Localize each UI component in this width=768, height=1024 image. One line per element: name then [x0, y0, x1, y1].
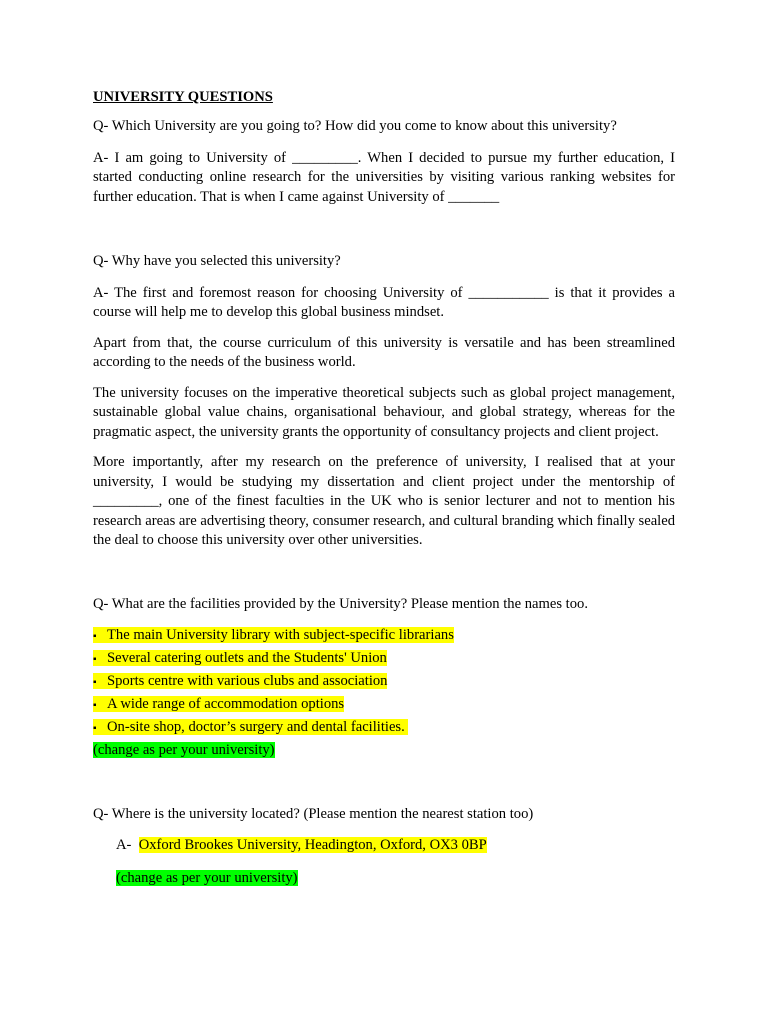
list-item	[93, 626, 675, 649]
document-page	[93, 86, 675, 888]
highlight	[93, 627, 454, 643]
facilities-list	[93, 626, 675, 741]
answer-2-paragraph-3: The university focuses on the imperative theoretical subjects such as global project management, sustainable global value chains, organisational behaviour, and global strategy, whereas for the pragmatic aspect, the university grants the opportunity of consultancy projects and client project.	[93, 384, 675, 440]
note-text: (change as per your university)	[93, 742, 275, 758]
list-item-text: On-site shop, doctor’s surgery and dental facilities.	[107, 719, 409, 735]
answer-2-paragraph-4: More importantly, after my research on the preference of university, I realised that at your university, I would be studying my dissertation and client project under the mentorship of _________, one of the finest faculties in the UK who is senior lecturer and not to mention his research areas are advertising theory, consumer research, and cultural branding which finally sealed the deal to choose this university over other universities.	[93, 454, 675, 548]
location-note	[93, 869, 675, 889]
bullet-icon: ▪	[93, 723, 97, 734]
document-title: UNIVERSITY QUESTIONS	[93, 89, 273, 105]
question-2: Q- Why have you selected this university?	[93, 253, 341, 269]
highlight	[93, 673, 387, 689]
bullet-icon: ▪	[93, 677, 97, 688]
question-1: Q- Which University are you going to? How did you come to know about this university?	[93, 118, 617, 134]
list-item	[93, 649, 675, 672]
list-item	[93, 695, 675, 718]
list-item-text: Several catering outlets and the Students' Union	[107, 650, 387, 666]
list-item-text: A wide range of accommodation options	[107, 696, 345, 712]
note-text: (change as per your university)	[116, 869, 298, 886]
list-item-text: The main University library with subject-specific librarians	[107, 627, 454, 643]
highlight	[93, 719, 408, 735]
answer-1: A- I am going to University of _________. When I decided to pursue my further education, I started conducting online research for the universities by visiting various ranking websites for further education. That is when I came against University of _______	[93, 149, 675, 205]
facilities-note	[93, 741, 675, 761]
question-3: Q- What are the facilities provided by the University? Please mention the names too.	[93, 595, 588, 612]
university-address: Oxford Brookes University, Headington, Oxford, OX3 0BP	[138, 837, 487, 853]
answer-prefix: A-	[116, 837, 132, 853]
question-4: Q- Where is the university located? (Please mention the nearest station too)	[93, 805, 534, 822]
answer-2-paragraph-2: Apart from that, the course curriculum of this university is versatile and has been streamlined according to the needs of the business world.	[93, 334, 675, 370]
bullet-icon: ▪	[93, 700, 97, 711]
answer-4	[93, 836, 675, 856]
highlight	[93, 650, 387, 666]
bullet-icon: ▪	[93, 654, 97, 665]
list-item	[93, 672, 675, 695]
list-item-text: Sports centre with various clubs and association	[107, 673, 388, 689]
answer-2-paragraph-1: A- The first and foremost reason for choosing University of ___________ is that it provides a course will help me to develop this global business mindset.	[93, 284, 675, 320]
list-item	[93, 718, 675, 741]
highlight	[93, 696, 344, 712]
bullet-icon: ▪	[93, 631, 97, 642]
